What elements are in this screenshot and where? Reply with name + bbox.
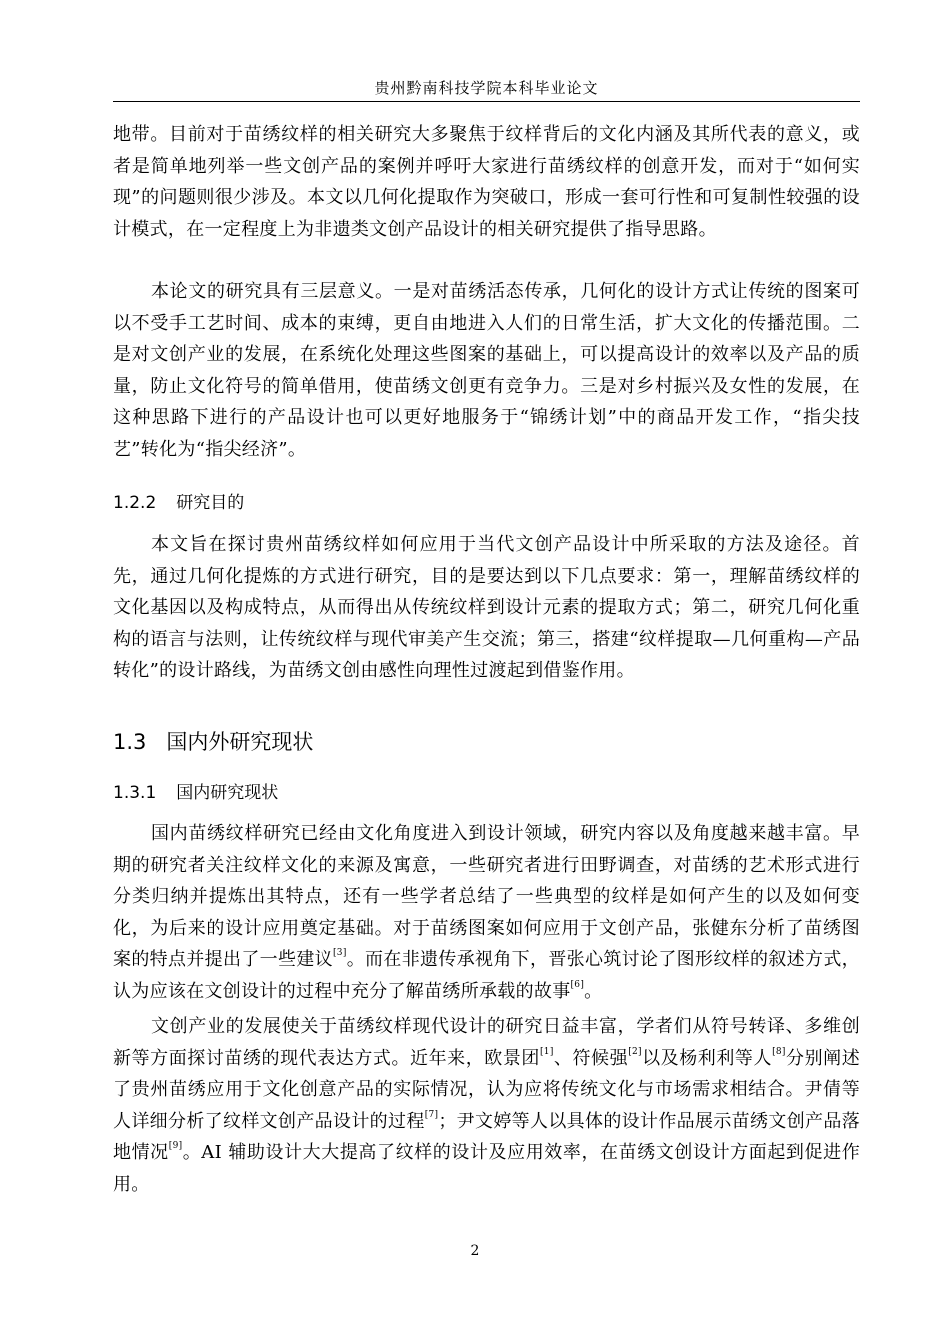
- text-run: 、符候强: [553, 1047, 629, 1069]
- text-run: 。AI 辅助设计大大提高了纹样的设计及应用效率，在苗绣文创设计方面起到促进作用。: [113, 1142, 860, 1195]
- text-run: 国内苗绣纹样研究已经由文化角度进入到设计领域，研究内容以及角度越来越丰富。早期的研究者关注纹样文化的来源及寓意，一些研究者进行田野调查，对苗绣的艺术形式进行分类归纳并提炼出其特点，还有一些学者总结了一些典型的纹样是如何产生的以及如何变化，为后来的设计应用奠定基础。对于苗绣图案如何应用于文创产品，张健东分析了苗绣图案的特点并提出了一些建议: [113, 823, 860, 970]
- text-run: 以及杨利利等人: [641, 1047, 773, 1069]
- text-run: 。而在非遗传承视角下，晋张心筑讨论了图形纹样的叙述方式，认为应该在文创设计的过程中充分了解苗绣所承载的故事: [113, 949, 860, 1002]
- citation-ref: [1]: [540, 1046, 554, 1057]
- citation-ref: [9]: [168, 1141, 183, 1151]
- text-run: 。: [584, 980, 603, 1002]
- citation-ref: [8]: [772, 1046, 786, 1057]
- citation-ref: [7]: [424, 1109, 439, 1120]
- paragraph-research-purpose: 本文旨在探讨贵州苗绣纹样如何应用于当代文创产品设计中所采取的方法及途径。首先，通过几何化提炼的方式进行研究，目的是要达到以下几点要求：第一，理解苗绣纹样的文化基因以及构成特点，从而得出从传统纹样到设计元素的提取方式；第二，研究几何化重构的语言与法则，让传统纹样与现代审美产生交流；第三，搭建“纹样提取—几何重构—产品转化”的设计路线，为苗绣文创由感性向理性过渡起到借鉴作用。: [113, 534, 860, 681]
- section-heading-1-3-1: [113, 781, 278, 805]
- section-number: 1.3: [113, 730, 147, 754]
- paragraph-continued: 地带。目前对于苗绣纹样的相关研究大多聚焦于纹样背后的文化内涵及其所代表的意义，或者是简单地列举一些文创产品的案例并呼吁大家进行苗绣纹样的创意开发，而对于“如何实现”的问题则很少涉及。本文以几何化提取作为突破口，形成一套可行性和可复制性较强的设计模式，在一定程度上为非遗类文创产品设计的相关研究提供了指导思路。: [113, 124, 860, 240]
- section-heading-1-2-2: [113, 491, 244, 515]
- text-run: ；尹文婷等人以具体的设计作品展示苗绣文创产品落地情况: [113, 1110, 860, 1163]
- paragraph-research-significance: 本论文的研究具有三层意义。一是对苗绣活态传承，几何化的设计方式让传统的图案可以不受手工艺时间、成本的束缚，更自由地进入人们的日常生活，扩大文化的传播范围。二是对文创产业的发展，在系统化处理这些图案的基础上，可以提高设计的效率以及产品的质量，防止文化符号的简单借用，使苗绣文创更有竞争力。三是对乡村振兴及女性的发展，在这种思路下进行的产品设计也可以更好地服务于“锦绣计划”中的商品开发工作，“指尖技艺”转化为“指尖经济”。: [113, 281, 860, 460]
- paragraph-domestic-research: [113, 818, 860, 1007]
- section-heading-1-3: [113, 728, 313, 756]
- paragraph-cultural-industry: [113, 1011, 860, 1200]
- section-title: 研究目的: [176, 493, 245, 513]
- section-title: 国内研究现状: [176, 783, 279, 803]
- text-run: 分别阐述了贵州苗绣应用于文化创意产品的实际情况，认为应将传统文化与市场需求相结合。尹倩等人详细分析了纹样文创产品设计的过程: [113, 1047, 860, 1132]
- header-divider: [113, 101, 860, 102]
- page-number: 2: [470, 1243, 480, 1259]
- section-title: 国内外研究现状: [166, 730, 314, 754]
- citation-ref: [6]: [570, 979, 585, 990]
- section-number: 1.2.2: [113, 493, 157, 513]
- citation-ref: [2]: [628, 1046, 642, 1057]
- running-header: 贵州黔南科技学院本科毕业论文: [374, 79, 599, 97]
- citation-ref: [3]: [333, 948, 347, 958]
- section-number: 1.3.1: [113, 783, 157, 803]
- text-run: 文创产业的发展使关于苗绣纹样现代设计的研究日益丰富，学者们从符号转译、多维创新等方面探讨苗绣的现代表达方式。近年来，欧景团: [113, 1016, 860, 1069]
